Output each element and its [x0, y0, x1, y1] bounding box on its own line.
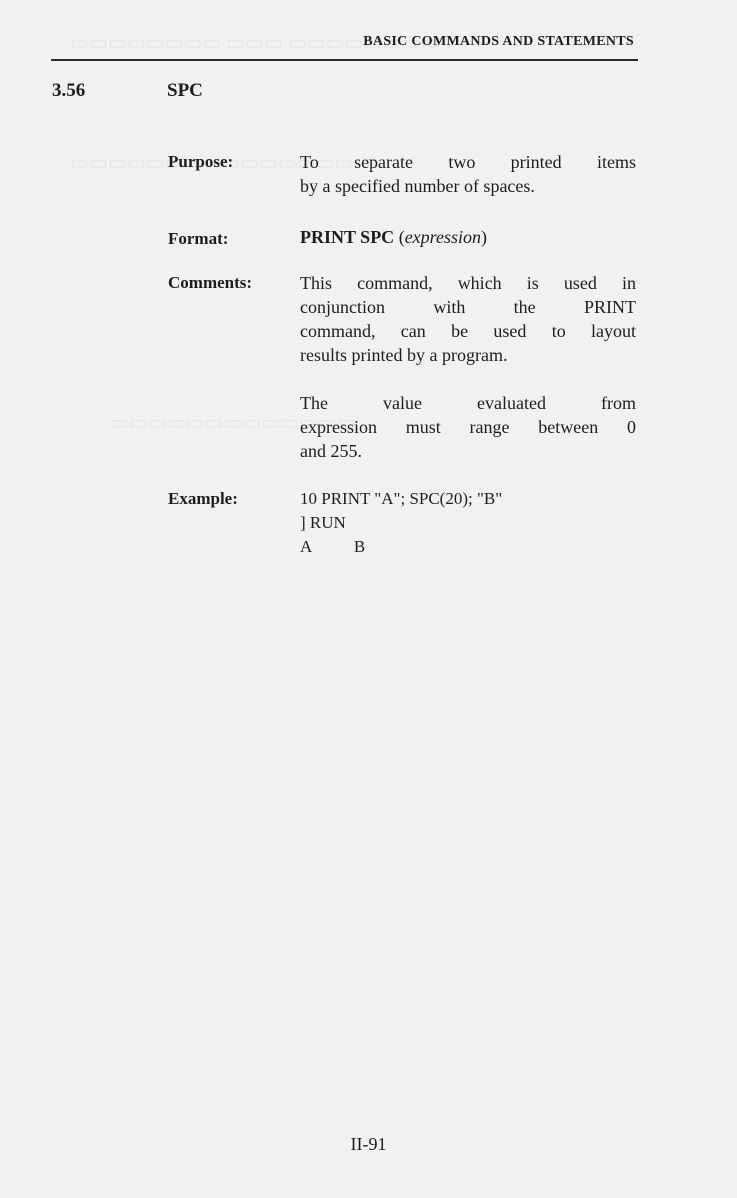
- section-number: 3.56: [52, 80, 86, 101]
- format-syntax: [300, 227, 487, 248]
- example-code: [300, 487, 502, 559]
- comments-line: and 255.: [300, 441, 362, 461]
- format-label: Format:: [168, 229, 229, 248]
- section-title: SPC: [167, 80, 203, 101]
- code-line: 10 PRINT "A"; SPC(20); "B": [300, 489, 503, 508]
- running-head: BASIC COMMANDS AND STATEMENTS: [363, 34, 634, 49]
- comments-label: Comments:: [168, 273, 253, 292]
- format-argument: expression: [404, 227, 482, 247]
- code-line: ] RUN: [300, 513, 346, 532]
- comments-line: This command, which is used in: [300, 273, 636, 293]
- purpose-label: Purpose:: [168, 152, 234, 171]
- example-label: Example:: [168, 489, 238, 508]
- format-close-paren: ): [481, 227, 488, 247]
- comments-paragraph-1: [300, 271, 636, 367]
- comments-line: The value evaluated from: [300, 393, 636, 413]
- purpose-line: by a specified number of spaces.: [300, 176, 535, 196]
- comments-line: command, can be used to layout: [300, 321, 636, 341]
- comments-line: expression must range between 0: [300, 417, 636, 437]
- purpose-text: [300, 150, 636, 198]
- code-line: A B: [300, 537, 366, 556]
- header-rule: [51, 59, 638, 61]
- comments-line: results printed by a program.: [300, 345, 508, 365]
- page-number: II-91: [350, 1134, 387, 1154]
- comments-line: conjunction with the PRINT: [300, 297, 636, 317]
- format-keyword: PRINT SPC: [300, 227, 395, 247]
- comments-paragraph-2: [300, 391, 636, 463]
- format-open-paren: (: [398, 227, 405, 247]
- purpose-line: To separate two printed items: [300, 152, 636, 172]
